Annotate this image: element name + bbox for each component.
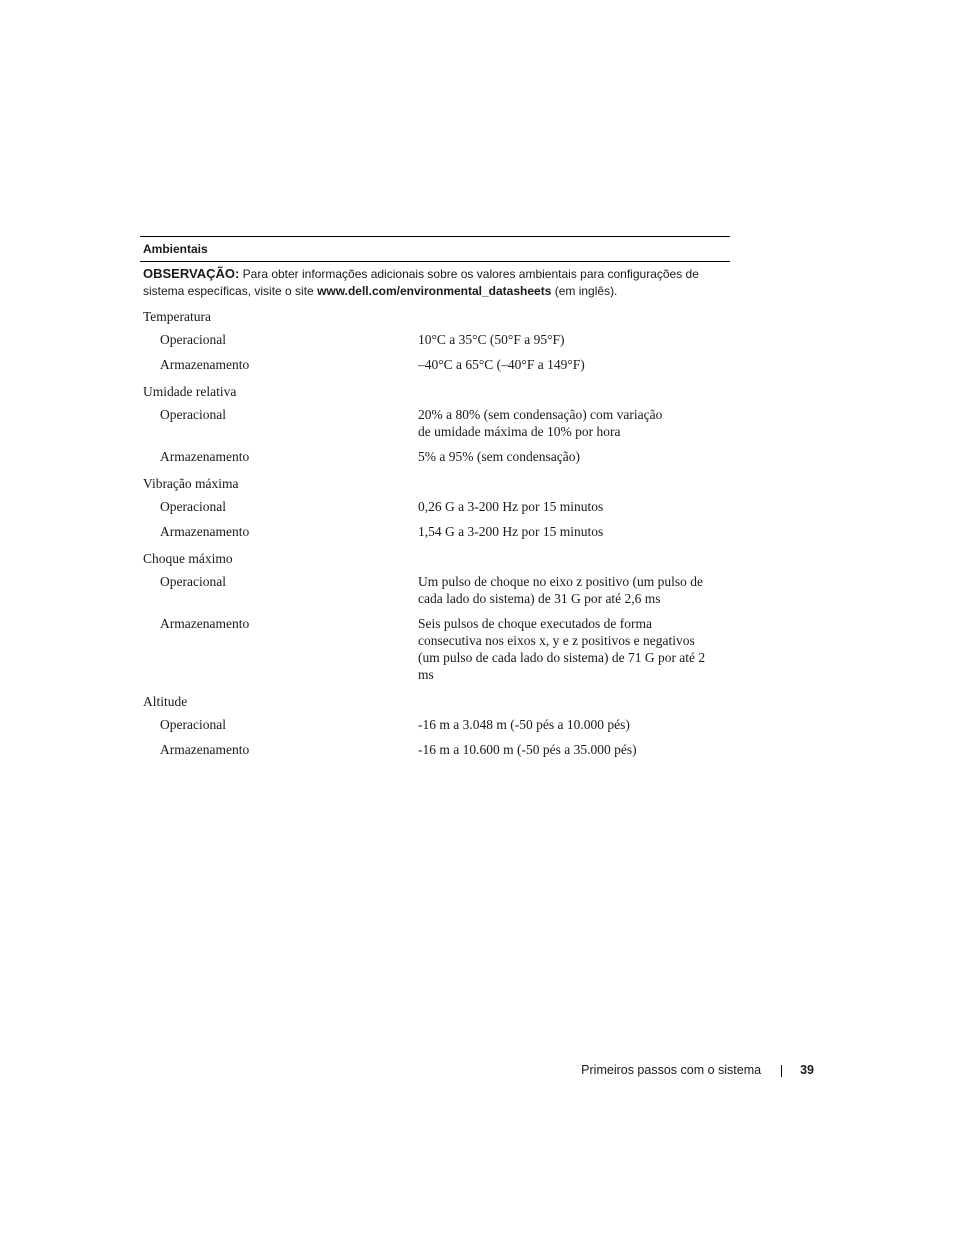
spec-row <box>140 498 730 523</box>
category-choque-maximo <box>140 548 730 573</box>
section-title: Ambientais <box>143 242 208 256</box>
category-temperatura <box>140 306 730 331</box>
row-label: Armazenamento <box>160 524 250 539</box>
spec-row <box>140 716 730 741</box>
row-value: 5% a 95% (sem condensação) <box>418 449 580 464</box>
page-footer <box>581 1062 814 1079</box>
row-value: 10°C a 35°C (50°F a 95°F) <box>418 332 565 347</box>
category-label: Vibração máxima <box>143 476 239 491</box>
spec-row <box>140 448 730 473</box>
row-value: –40°C a 65°C (–40°F a 149°F) <box>418 357 585 372</box>
spec-row <box>140 331 730 356</box>
spec-row <box>140 523 730 548</box>
note-text-1: Para obter informações adicionais sobre os valores ambientais para configurações de sistema específicas, visite o site <box>143 267 699 298</box>
page-number: 39 <box>800 1063 814 1077</box>
spec-row <box>140 741 730 766</box>
row-value: Um pulso de choque no eixo z positivo (um pulso de cada lado do sistema) de 31 G por até 2,6 ms <box>418 574 703 606</box>
row-value: 0,26 G a 3-200 Hz por 15 minutos <box>418 499 604 514</box>
category-vibracao-maxima <box>140 473 730 498</box>
spec-row <box>140 406 730 448</box>
footer-title: Primeiros passos com o sistema <box>581 1063 762 1077</box>
row-label: Operacional <box>160 717 226 732</box>
category-label: Choque máximo <box>143 551 233 566</box>
spec-row <box>140 573 730 615</box>
footer-separator <box>781 1065 782 1077</box>
row-label: Operacional <box>160 574 226 589</box>
category-label: Altitude <box>143 694 188 709</box>
row-label: Armazenamento <box>160 616 250 631</box>
note-text-2: (em inglês). <box>551 284 618 298</box>
row-label: Armazenamento <box>160 357 250 372</box>
category-altitude <box>140 691 730 716</box>
category-label: Temperatura <box>143 309 212 324</box>
spec-row <box>140 615 730 691</box>
note-label: OBSERVAÇÃO: <box>143 266 240 281</box>
row-label: Armazenamento <box>160 742 250 757</box>
note-url: www.dell.com/environmental_datasheets <box>317 284 552 298</box>
environmental-spec-table <box>140 236 730 766</box>
row-label: Operacional <box>160 332 226 347</box>
category-label: Umidade relativa <box>143 384 237 399</box>
category-umidade-relativa <box>140 381 730 406</box>
row-value: 20% a 80% (sem condensação) com variação de umidade máxima de 10% por hora <box>418 407 663 439</box>
row-label: Armazenamento <box>160 449 250 464</box>
spec-row <box>140 356 730 381</box>
row-value: 1,54 G a 3-200 Hz por 15 minutos <box>418 524 604 539</box>
note <box>140 262 730 300</box>
row-label: Operacional <box>160 499 226 514</box>
row-value: Seis pulsos de choque executados de forma consecutiva nos eixos x, y e z positivos e negativos (um pulso de cada lado do sistema) de 71 G por até 2 ms <box>418 616 706 682</box>
row-value: -16 m a 3.048 m (-50 pés a 10.000 pés) <box>418 717 630 732</box>
row-value: -16 m a 10.600 m (-50 pés a 35.000 pés) <box>418 742 637 757</box>
row-label: Operacional <box>160 407 226 422</box>
